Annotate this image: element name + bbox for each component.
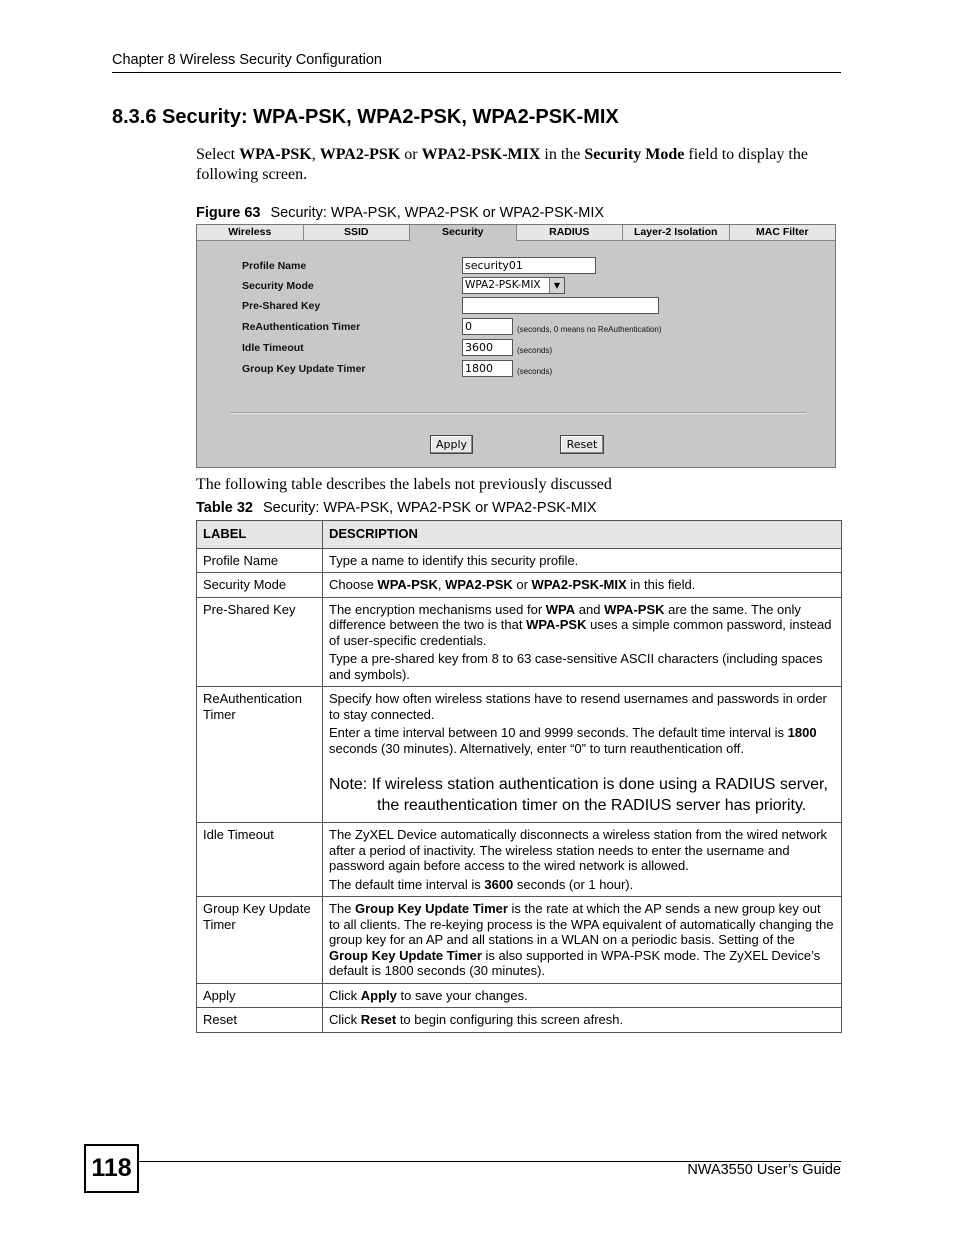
table-row: [197, 823, 842, 897]
tab-bar: [197, 225, 835, 241]
apply-button[interactable]: Apply: [430, 435, 473, 454]
reauth-timer-label: ReAuthentication Timer: [242, 321, 361, 333]
row-description: Click Apply to save your changes.: [323, 983, 842, 1008]
table-header-row: [197, 521, 842, 549]
group-key-timer-label: Group Key Update Timer: [242, 363, 366, 375]
table-row: [197, 548, 842, 573]
row-label: Group Key Update Timer: [197, 897, 323, 984]
group-key-timer-hint: (seconds): [517, 367, 553, 376]
row-description: Choose WPA-PSK, WPA2-PSK or WPA2-PSK-MIX in this field.: [323, 573, 842, 598]
row-description: Specify how often wireless stations have to resend usernames and passwords in order to stay connected. Enter a time interval between 10 and 9999 seconds. The default time interval is 1800 seconds (30 minutes). Alternatively, enter “0” to turn reauthentication off. Note: If wireless station authentication is done using a RADIUS server, the reauthentication timer on the RADIUS server has priority.: [323, 687, 842, 823]
row-description: The ZyXEL Device automatically disconnects a wireless station from the wired network after a period of inactivity. The wireless station needs to enter the username and password again before access to the wired network is allowed. The default time interval is 3600 seconds (or 1 hour).: [323, 823, 842, 897]
panel-divider: [230, 412, 806, 414]
group-key-timer-input[interactable]: 1800: [462, 360, 513, 377]
row-label: Pre-Shared Key: [197, 597, 323, 687]
table-row: [197, 573, 842, 598]
security-mode-label: Security Mode: [242, 280, 314, 292]
idle-timeout-input[interactable]: 3600: [462, 339, 513, 356]
chevron-down-icon[interactable]: ▼: [549, 278, 564, 293]
figure-caption: Figure 63 Security: WPA-PSK, WPA2-PSK or WPA2-PSK-MIX: [196, 205, 605, 221]
tab-radius[interactable]: RADIUS: [517, 225, 624, 241]
tab-wireless[interactable]: Wireless: [197, 225, 304, 241]
row-label: Apply: [197, 983, 323, 1008]
profile-name-label: Profile Name: [242, 260, 307, 272]
row-description: The encryption mechanisms used for WPA and WPA-PSK are the same. The only difference between the two is that WPA-PSK uses a simple common password, instead of user-specific credentials. Type a pre-shared key from 8 to 63 case-sensitive ASCII characters (including spaces and symbols).: [323, 597, 842, 687]
tab-ssid[interactable]: SSID: [304, 225, 411, 241]
table-row: [197, 1008, 842, 1033]
tab-layer2-isolation[interactable]: Layer-2 Isolation: [623, 225, 730, 241]
security-screen: [196, 224, 836, 468]
profile-name-input[interactable]: security01: [462, 257, 596, 274]
table-intro: The following table describes the labels not previously discussed: [196, 476, 612, 493]
table-row: [197, 897, 842, 984]
row-label: ReAuthentication Timer: [197, 687, 323, 823]
note: Note: If wireless station authentication is done using a RADIUS server, the reauthentication timer on the RADIUS server has priority.: [329, 776, 828, 814]
row-description: The Group Key Update Timer is the rate at which the AP sends a new group key out to all clients. The re-keying process is the WPA equivalent of automatically changing the group key for an AP and all stations in a WLAN on a periodic basis. Setting of the Group Key Update Timer is also supported in WPA-PSK mode. The ZyXEL Device’s default is 1800 seconds (30 minutes).: [323, 897, 842, 984]
row-description: Type a name to identify this security profile.: [323, 548, 842, 573]
page-number: 118: [84, 1144, 139, 1193]
idle-timeout-hint: (seconds): [517, 346, 553, 355]
row-label: Security Mode: [197, 573, 323, 598]
table-row: [197, 687, 842, 823]
row-label: Profile Name: [197, 548, 323, 573]
idle-timeout-label: Idle Timeout: [242, 342, 304, 354]
table-caption: Table 32 Security: WPA-PSK, WPA2-PSK or WPA2-PSK-MIX: [196, 500, 597, 516]
row-description: Click Reset to begin configuring this screen afresh.: [323, 1008, 842, 1033]
table-row: [197, 597, 842, 687]
chapter-header: Chapter 8 Wireless Security Configuration: [112, 52, 382, 68]
pre-shared-key-label: Pre-Shared Key: [242, 300, 321, 312]
row-label: Idle Timeout: [197, 823, 323, 897]
guide-title: NWA3550 User’s Guide: [687, 1162, 841, 1178]
row-label: Reset: [197, 1008, 323, 1033]
reauth-timer-input[interactable]: 0: [462, 318, 513, 335]
tab-security[interactable]: Security: [410, 225, 517, 241]
reset-button[interactable]: Reset: [560, 435, 604, 454]
tab-mac-filter[interactable]: MAC Filter: [730, 225, 836, 241]
reauth-timer-hint: (seconds, 0 means no ReAuthentication): [517, 325, 662, 334]
column-header-label: LABEL: [197, 521, 323, 549]
security-mode-select[interactable]: WPA2-PSK-MIX ▼: [462, 277, 565, 294]
intro-paragraph: Select WPA-PSK, WPA2-PSK or WPA2-PSK-MIX in the Security Mode field to display the following screen.: [196, 146, 808, 183]
header-rule: [112, 72, 841, 73]
section-title: 8.3.6 Security: WPA-PSK, WPA2-PSK, WPA2-PSK-MIX: [112, 106, 619, 128]
column-header-description: DESCRIPTION: [323, 521, 842, 549]
description-table: [196, 520, 842, 1033]
pre-shared-key-input[interactable]: [462, 297, 659, 314]
table-row: [197, 983, 842, 1008]
